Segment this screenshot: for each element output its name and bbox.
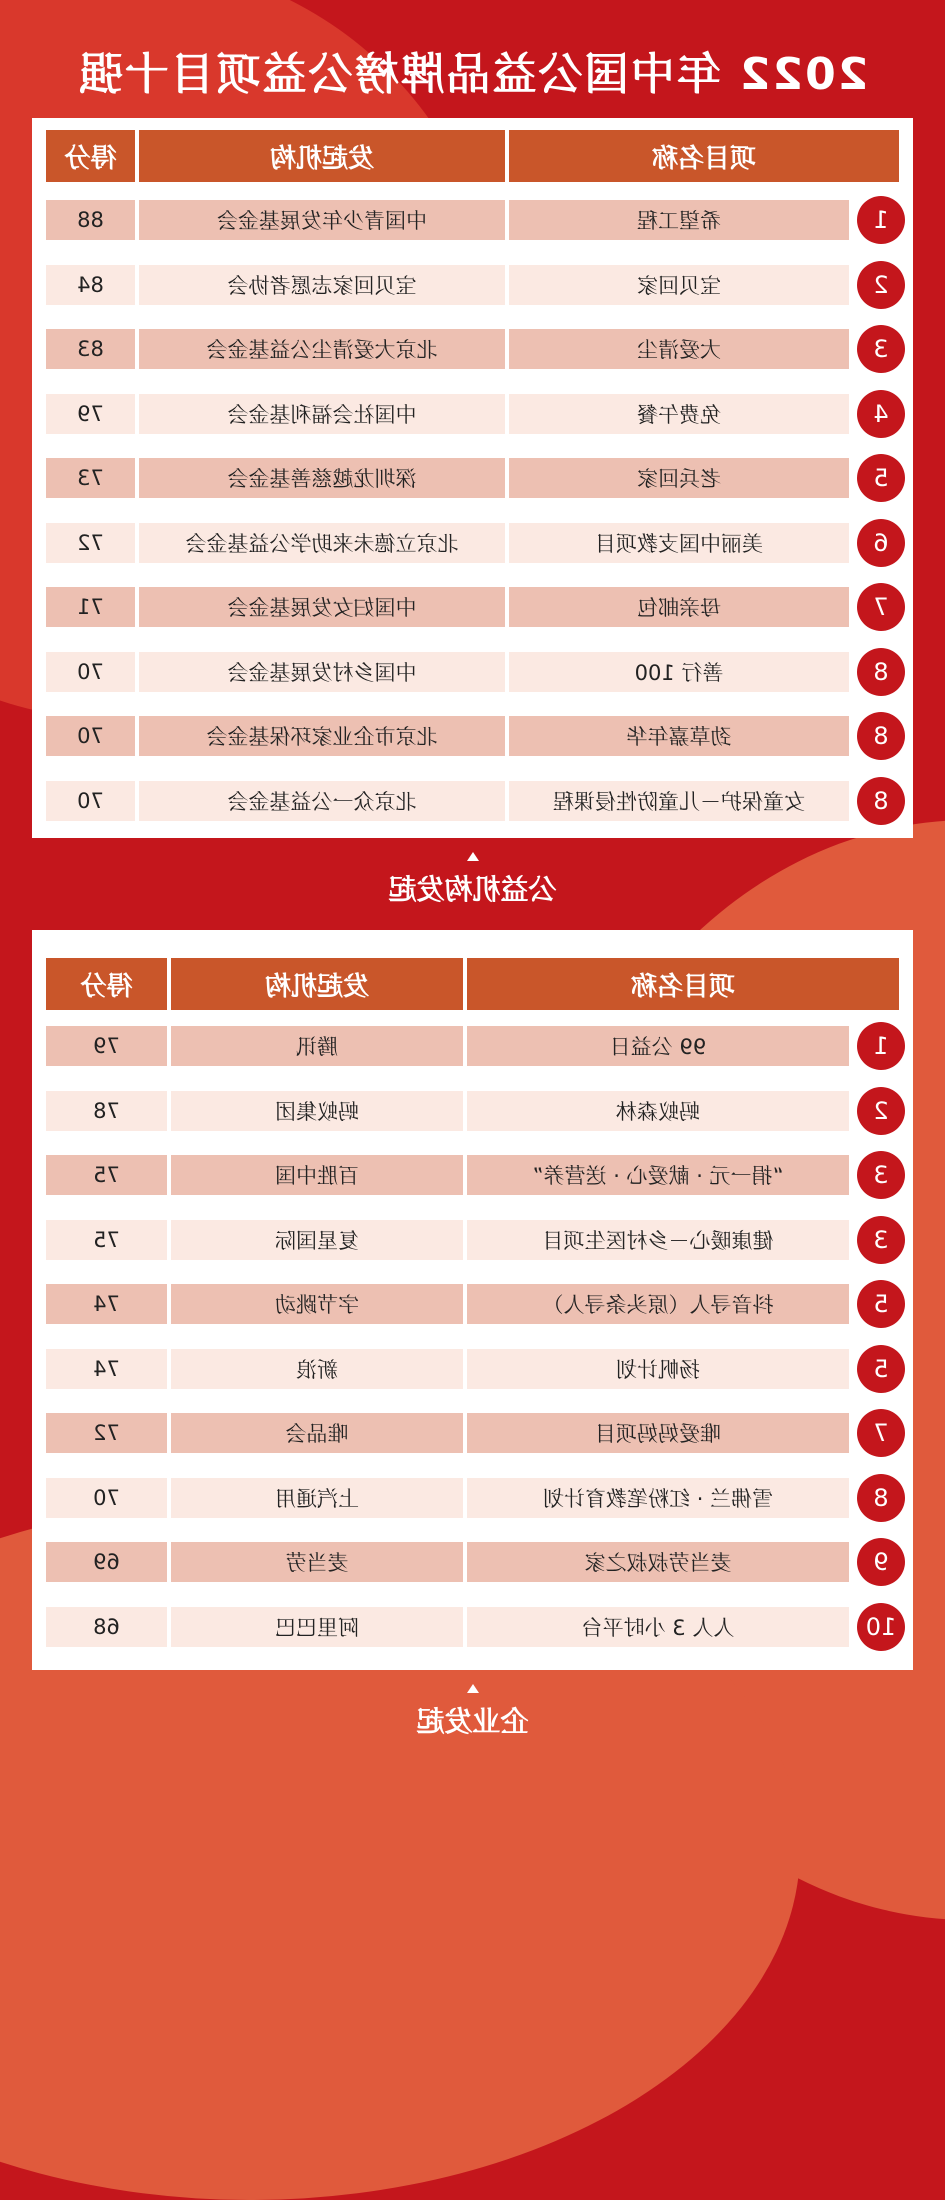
project-name-cell: 女童保护－儿童防性侵课程 bbox=[509, 781, 849, 821]
column-header-name: 项目名称 bbox=[509, 130, 899, 182]
organization-cell: 中国妇女发展基金会 bbox=[139, 587, 505, 627]
rank-badge: 1 bbox=[857, 196, 905, 244]
table-row bbox=[46, 1155, 899, 1195]
score-cell: 72 bbox=[46, 1413, 167, 1453]
score-cell: 72 bbox=[46, 523, 135, 563]
rank-badge: 5 bbox=[857, 1345, 905, 1393]
table-row bbox=[46, 1091, 899, 1131]
organization-cell: 字节跳动 bbox=[171, 1284, 463, 1324]
rank-badge: 8 bbox=[857, 777, 905, 825]
table-row bbox=[46, 716, 899, 756]
project-name-cell: 麦当劳叔叔之家 bbox=[467, 1542, 849, 1582]
caret-up-icon bbox=[467, 1684, 479, 1693]
organization-cell: 唯品会 bbox=[171, 1413, 463, 1453]
project-name-cell: 健康暖心－乡村医生项目 bbox=[467, 1220, 849, 1260]
table-row bbox=[46, 329, 899, 369]
organization-cell: 百胜中国 bbox=[171, 1155, 463, 1195]
page-title: 2022 年中国公益品牌榜公益项目十强 bbox=[76, 49, 869, 100]
project-name-cell: 老兵回家 bbox=[509, 458, 849, 498]
table-header bbox=[46, 958, 899, 1010]
rank-badge: 5 bbox=[857, 1280, 905, 1328]
rank-badge: 2 bbox=[857, 1087, 905, 1135]
score-cell: 70 bbox=[46, 781, 135, 821]
table-panel-enterprise bbox=[32, 930, 913, 1670]
table-row bbox=[46, 523, 899, 563]
score-cell: 70 bbox=[46, 652, 135, 692]
score-cell: 70 bbox=[46, 1478, 167, 1518]
project-name-cell: 人人 3 小时平台 bbox=[467, 1607, 849, 1647]
rank-badge: 9 bbox=[857, 1538, 905, 1586]
score-cell: 79 bbox=[46, 394, 135, 434]
table-row bbox=[46, 458, 899, 498]
project-name-cell: 唯爱妈妈项目 bbox=[467, 1413, 849, 1453]
project-name-cell: 扬帆计划 bbox=[467, 1349, 849, 1389]
organization-cell: 新浪 bbox=[171, 1349, 463, 1389]
table-row bbox=[46, 1478, 899, 1518]
table-row bbox=[46, 1607, 899, 1647]
project-name-cell: 劲草嘉年华 bbox=[509, 716, 849, 756]
rank-badge: 5 bbox=[857, 454, 905, 502]
score-cell: 79 bbox=[46, 1026, 167, 1066]
project-name-cell: 大爱清尘 bbox=[509, 329, 849, 369]
score-cell: 69 bbox=[46, 1542, 167, 1582]
score-cell: 75 bbox=[46, 1155, 167, 1195]
table-row bbox=[46, 1542, 899, 1582]
table-panel-nonprofit bbox=[32, 118, 913, 838]
section-label-enterprise: 企业发起 bbox=[416, 1705, 529, 1738]
table-row bbox=[46, 1220, 899, 1260]
table-row bbox=[46, 781, 899, 821]
organization-cell: 蚂蚁集团 bbox=[171, 1091, 463, 1131]
rank-badge: 10 bbox=[857, 1603, 905, 1651]
table-row bbox=[46, 394, 899, 434]
table-header bbox=[46, 130, 899, 182]
organization-cell: 宝贝回家志愿者协会 bbox=[139, 265, 505, 305]
score-cell: 70 bbox=[46, 716, 135, 756]
project-name-cell: 99 公益日 bbox=[467, 1026, 849, 1066]
score-cell: 74 bbox=[46, 1349, 167, 1389]
project-name-cell: 蚂蚁森林 bbox=[467, 1091, 849, 1131]
organization-cell: 阿里巴巴 bbox=[171, 1607, 463, 1647]
table-row bbox=[46, 1349, 899, 1389]
project-name-cell: 雪佛兰 · 红粉笔教育计划 bbox=[467, 1478, 849, 1518]
organization-cell: 北京大爱清尘公益基金会 bbox=[139, 329, 505, 369]
organization-cell: 上汽通用 bbox=[171, 1478, 463, 1518]
score-cell: 68 bbox=[46, 1607, 167, 1647]
rank-badge: 3 bbox=[857, 325, 905, 373]
organization-cell: 深圳龙越慈善基金会 bbox=[139, 458, 505, 498]
table-row bbox=[46, 200, 899, 240]
table-row bbox=[46, 587, 899, 627]
caret-up-icon bbox=[467, 852, 479, 861]
score-cell: 83 bbox=[46, 329, 135, 369]
table-row bbox=[46, 1413, 899, 1453]
organization-cell: 北京立德未来助学公益基金会 bbox=[139, 523, 505, 563]
rank-badge: 8 bbox=[857, 712, 905, 760]
project-name-cell: 抖音寻人（原头条寻人） bbox=[467, 1284, 849, 1324]
organization-cell: 北京众一公益基金会 bbox=[139, 781, 505, 821]
score-cell: 75 bbox=[46, 1220, 167, 1260]
column-header-org: 发起机构 bbox=[139, 130, 505, 182]
score-cell: 78 bbox=[46, 1091, 167, 1131]
column-header-score: 得分 bbox=[46, 130, 135, 182]
project-name-cell: 美丽中国支教项目 bbox=[509, 523, 849, 563]
organization-cell: 复星国际 bbox=[171, 1220, 463, 1260]
rank-badge: 6 bbox=[857, 519, 905, 567]
rank-badge: 7 bbox=[857, 583, 905, 631]
rank-badge: 1 bbox=[857, 1022, 905, 1070]
project-name-cell: “捐一元 · 献爱心 · 送营养” bbox=[467, 1155, 849, 1195]
organization-cell: 中国青少年发展基金会 bbox=[139, 200, 505, 240]
project-name-cell: 善行 100 bbox=[509, 652, 849, 692]
table-row bbox=[46, 265, 899, 305]
organization-cell: 北京市企业家环保基金会 bbox=[139, 716, 505, 756]
score-cell: 74 bbox=[46, 1284, 167, 1324]
rank-badge: 3 bbox=[857, 1216, 905, 1264]
column-header-score: 得分 bbox=[46, 958, 167, 1010]
table-row bbox=[46, 1284, 899, 1324]
organization-cell: 中国社会福利基金会 bbox=[139, 394, 505, 434]
rank-badge: 8 bbox=[857, 648, 905, 696]
project-name-cell: 母亲邮包 bbox=[509, 587, 849, 627]
column-header-org: 发起机构 bbox=[171, 958, 463, 1010]
column-header-name: 项目名称 bbox=[467, 958, 899, 1010]
table-row bbox=[46, 652, 899, 692]
score-cell: 84 bbox=[46, 265, 135, 305]
organization-cell: 麦当劳 bbox=[171, 1542, 463, 1582]
table-row bbox=[46, 1026, 899, 1066]
project-name-cell: 免费午餐 bbox=[509, 394, 849, 434]
project-name-cell: 希望工程 bbox=[509, 200, 849, 240]
organization-cell: 中国乡村发展基金会 bbox=[139, 652, 505, 692]
rank-badge: 3 bbox=[857, 1151, 905, 1199]
rank-badge: 8 bbox=[857, 1474, 905, 1522]
project-name-cell: 宝贝回家 bbox=[509, 265, 849, 305]
section-label-nonprofit: 公益机构发起 bbox=[388, 873, 557, 906]
rank-badge: 7 bbox=[857, 1409, 905, 1457]
score-cell: 73 bbox=[46, 458, 135, 498]
score-cell: 71 bbox=[46, 587, 135, 627]
organization-cell: 腾讯 bbox=[171, 1026, 463, 1066]
rank-badge: 2 bbox=[857, 261, 905, 309]
rank-badge: 4 bbox=[857, 390, 905, 438]
score-cell: 88 bbox=[46, 200, 135, 240]
